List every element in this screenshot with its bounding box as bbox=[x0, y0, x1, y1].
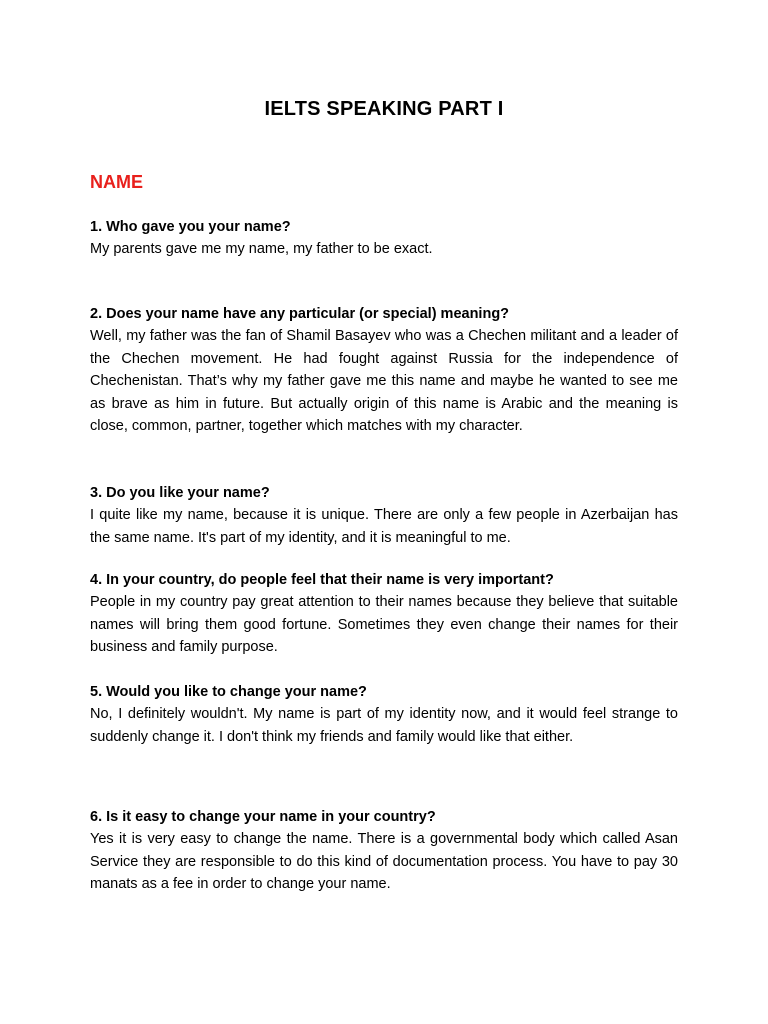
answer-4: People in my country pay great attention to their names because they believe that suitable names will bring them good fortune. Sometimes they even change their names for their business and family purpose. bbox=[90, 594, 678, 655]
qa-item-1 bbox=[90, 216, 678, 261]
answer-5: No, I definitely wouldn't. My name is part of my identity now, and it would feel strange to suddenly change it. I don't think my friends and family would like that either. bbox=[90, 706, 678, 745]
answer-3: I quite like my name, because it is unique. There are only a few people in Azerbaijan has the same name. It's part of my identity, and it is meaningful to me. bbox=[90, 507, 678, 546]
qa-item-4 bbox=[90, 569, 678, 659]
qa-item-3 bbox=[90, 482, 678, 549]
section-heading-name: NAME bbox=[90, 172, 143, 192]
qa-item-2 bbox=[90, 303, 678, 438]
question-6: 6. Is it easy to change your name in your country? bbox=[90, 809, 436, 825]
question-3: 3. Do you like your name? bbox=[90, 485, 270, 501]
answer-2: Well, my father was the fan of Shamil Basayev who was a Chechen militant and a leader of the Chechen movement. He had fought against Russia for the independence of Chechenistan. That’s why my father gave me this name and maybe he wanted to see me as brave as him in future. But actually origin of this name is Arabic and the meaning is close, common, partner, together which matches with my character. bbox=[90, 328, 678, 434]
question-1: 1. Who gave you your name? bbox=[90, 219, 291, 235]
question-4: 4. In your country, do people feel that their name is very important? bbox=[90, 572, 554, 588]
question-5: 5. Would you like to change your name? bbox=[90, 684, 367, 700]
answer-6: Yes it is very easy to change the name. There is a governmental body which called Asan Service they are responsible to do this kind of documentation process. You have to pay 30 manats as a fee in order to change your name. bbox=[90, 831, 678, 892]
document-title: IELTS SPEAKING PART I bbox=[264, 98, 504, 120]
question-2: 2. Does your name have any particular (or special) meaning? bbox=[90, 306, 510, 322]
qa-item-5 bbox=[90, 681, 678, 748]
answer-1: My parents gave me my name, my father to be exact. bbox=[90, 241, 433, 257]
qa-item-6 bbox=[90, 806, 678, 896]
